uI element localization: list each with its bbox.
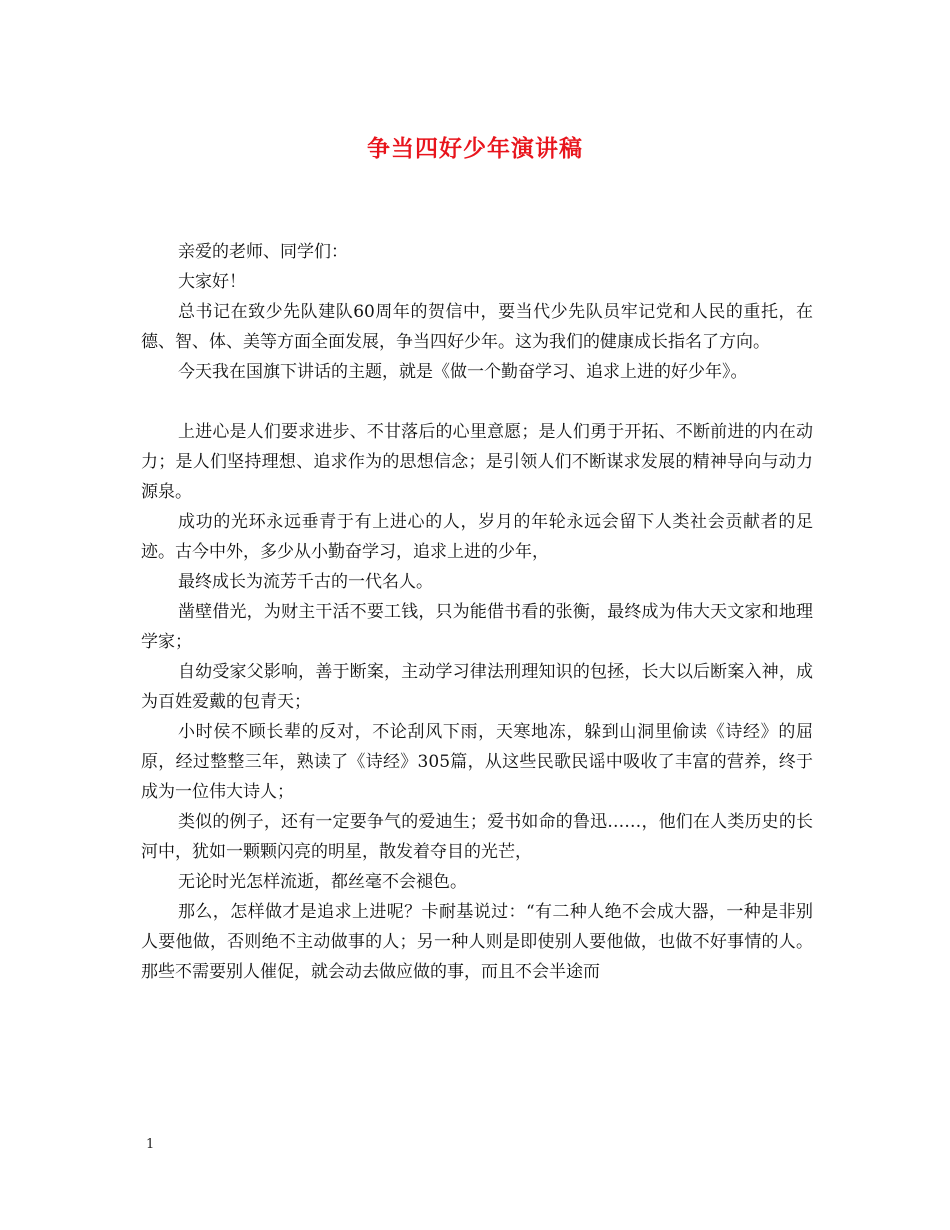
page-number: 1 [146,1137,155,1152]
paragraph-theme: 今天我在国旗下讲话的主题，就是《做一个勤奋学习、追求上进的好少年》。 [178,362,748,382]
paragraph-carnegie: 那么，怎样做才是追求上进呢？卡耐基说过：“有二种人绝不会成大器，一种是非别人要他做，否则绝不主动做事的人；另一种人则是即使别人要他做，也做不好事情的人。那些不需要别人催促，就会动去做应做的事，而且不会半途而 [141,902,813,982]
paragraph-famous: 最终成长为流芳千古的一代名人。 [178,572,433,592]
paragraph-baozheng: 自幼受家父影响，善于断案，主动学习律法刑理知识的包拯，长大以后断案入神，成为百姓爱戴的包青天； [141,662,813,712]
paragraph-success: 成功的光环永远垂青于有上进心的人，岁月的年轮永远会留下人类社会贡献者的足迹。古今中外，多少从小勤奋学习，追求上进的少年， [141,512,813,562]
document-body [141,237,813,987]
paragraph-intro: 总书记在致少先队建队60周年的贺信中，要当代少先队员牢记党和人民的重托，在德、智、体、美等方面全面发展，争当四好少年。这为我们的健康成长指名了方向。 [141,302,813,352]
paragraph-ambition: 上进心是人们要求进步、不甘落后的心里意愿；是人们勇于开拓、不断前进的内在动力；是人们坚持理想、追求作为的思想信念；是引领人们不断谋求发展的精神导向与动力源泉。 [141,422,813,502]
document-title: 争当四好少年演讲稿 [367,135,583,162]
paragraph-hello: 大家好！ [178,272,246,292]
paragraph-examples: 类似的例子，还有一定要争气的爱迪生；爱书如命的鲁迅……，他们在人类历史的长河中，犹如一颗颗闪亮的明星，散发着夺目的光芒， [141,812,813,862]
paragraph-quyuan: 小时侯不顾长辈的反对，不论刮风下雨，天寒地冻，躲到山洞里偷读《诗经》的屈原，经过整整三年，熟读了《诗经》305篇，从这些民歌民谣中吸收了丰富的营养，终于成为一位伟大诗人； [141,722,813,802]
paragraph-greeting: 亲爱的老师、同学们： [178,242,348,262]
paragraph-timeless: 无论时光怎样流逝，都丝毫不会褪色。 [178,872,467,892]
paragraph-zhangheng: 凿壁借光，为财主干活不要工钱，只为能借书看的张衡，最终成为伟大天文家和地理学家； [141,602,813,652]
